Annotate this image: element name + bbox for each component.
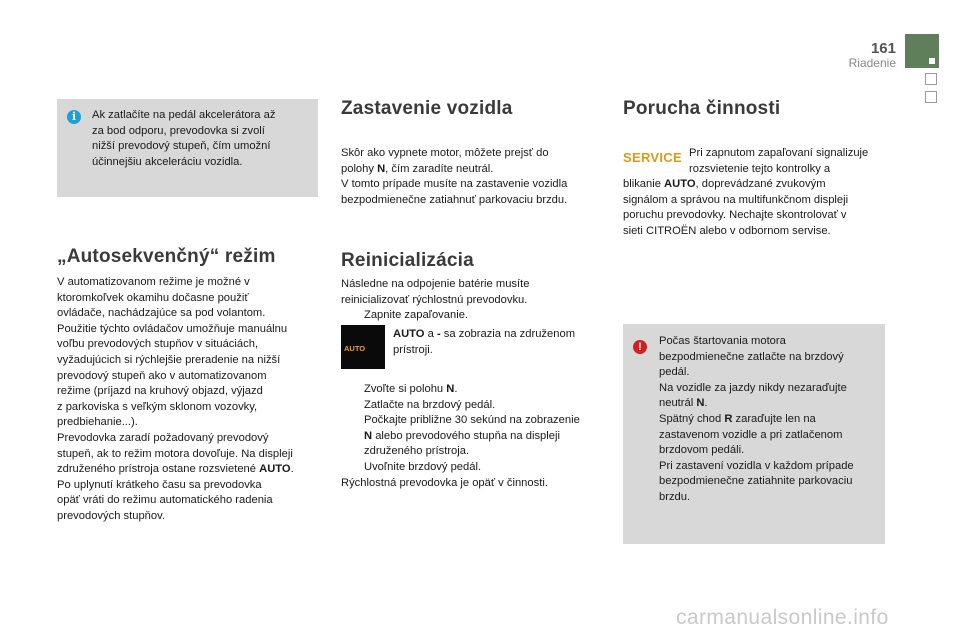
text-span: . bbox=[290, 463, 294, 476]
text-line bbox=[659, 412, 881, 428]
text-line: Použitie týchto ovládačov umožňuje manuálnu bbox=[57, 322, 288, 335]
display-auto-text: AUTO bbox=[344, 344, 366, 353]
text-line: brzdovom pedáli. bbox=[659, 444, 745, 457]
text-line: bezpodmienečne zatiahnite parkovaciu bbox=[659, 475, 853, 488]
text-line: brzdu. bbox=[659, 490, 691, 503]
bold-text: AUTO bbox=[664, 178, 696, 190]
text-span: Zatlačte na brzdový pedál. bbox=[364, 398, 496, 411]
text-line bbox=[57, 462, 322, 478]
tab-marker-icon bbox=[929, 58, 935, 64]
stop-text bbox=[341, 146, 606, 208]
text-line bbox=[623, 177, 893, 193]
text-line bbox=[393, 327, 603, 343]
bold-text: - bbox=[436, 328, 441, 340]
bold-text: N bbox=[696, 397, 705, 410]
bold-text: R bbox=[724, 412, 733, 425]
text-line: režime (príjazd na kruhový objazd, výjazd bbox=[57, 385, 263, 398]
text-line: Prevodovka zaradí požadovaný prevodový bbox=[57, 431, 269, 444]
text-line: účinnejšiu akceleráciu vozidla. bbox=[92, 155, 243, 168]
text-line: Pri zapnutom zapaľovaní signalizuje bbox=[689, 147, 869, 159]
warning-icon: ! bbox=[633, 340, 647, 354]
list-item bbox=[341, 382, 606, 398]
text-line: poruchu prevodovky. Nechajte skontrolovať v bbox=[623, 209, 847, 222]
text-line: bezpodmienečne zatiahnuť parkovaciu brzdu. bbox=[341, 193, 568, 206]
text-line: opäť vráti do režimu automatického radenia bbox=[57, 494, 273, 507]
bold-text: AUTO bbox=[393, 328, 425, 340]
bold-text: N bbox=[364, 429, 373, 442]
text-line: Skôr ako vypnete motor, môžete prejsť do bbox=[341, 147, 549, 159]
text-span: . bbox=[454, 383, 458, 395]
text-line: Rýchlostná prevodovka je opäť v činnosti. bbox=[341, 476, 548, 489]
text-span: Zvoľte si polohu bbox=[364, 383, 447, 395]
info-icon: i bbox=[67, 110, 81, 124]
text-line: Pri zastavení vozidla v každom prípade bbox=[659, 459, 854, 472]
watermark: carmanualsonline.info bbox=[676, 606, 889, 629]
text-span: blikanie bbox=[623, 178, 665, 190]
text-line: Následne na odpojenie batérie musíte bbox=[341, 278, 530, 290]
bold-text: N bbox=[377, 162, 386, 175]
text-span: Počkajte približne 30 sekúnd na zobrazenie bbox=[364, 414, 580, 427]
reinit-intro bbox=[341, 277, 606, 324]
text-line bbox=[659, 396, 881, 412]
text-line: bezpodmienečne zatlačte na brzdový bbox=[659, 350, 844, 363]
bold-text: AUTO bbox=[259, 463, 291, 476]
text-line: prevodový stupeň ako v automatizovanom bbox=[57, 369, 267, 382]
text-line: ktoromkoľvek okamihu dočasne použiť bbox=[57, 291, 249, 304]
section-heading-fault: Porucha činnosti bbox=[623, 98, 781, 119]
text-line bbox=[341, 162, 606, 178]
text-span: alebo prevodového stupňa na displeji bbox=[372, 429, 560, 442]
text-line: nižší prevodový stupeň, čím umožní bbox=[92, 140, 271, 153]
autoseq-text bbox=[57, 275, 322, 525]
bold-text: N bbox=[446, 383, 455, 395]
text-line: reinicializovať rýchlostnú prevodovku. bbox=[341, 293, 528, 306]
list-item bbox=[341, 460, 606, 476]
chapter-tab[interactable] bbox=[925, 73, 937, 85]
text-span: a bbox=[424, 328, 437, 340]
text-span: sa zobrazia na združenom bbox=[440, 328, 576, 340]
text-span: združeného prístroja. bbox=[364, 445, 470, 458]
service-warning-icon: SERVICE bbox=[623, 150, 682, 165]
page-number: 161 bbox=[870, 40, 896, 57]
fault-text bbox=[623, 177, 893, 239]
text-line: voľbu prevodových stupňov v situáciách, bbox=[57, 338, 259, 351]
text-span: , doprevádzané zvukovým bbox=[695, 178, 826, 190]
bullet-list bbox=[341, 382, 606, 476]
auto-display-image bbox=[341, 325, 385, 369]
text-line: stupeň, ak to režim motora dovoľuje. Na displeji bbox=[57, 447, 293, 460]
text-span: združeného prístroja ostane rozsvietené bbox=[57, 463, 260, 476]
text-line: rozsvietenie tejto kontrolky a bbox=[689, 162, 831, 175]
text-line: prevodových stupňov. bbox=[57, 509, 166, 522]
list-item bbox=[341, 413, 606, 460]
text-line: Na vozidle za jazdy nikdy nezaraďujte bbox=[659, 381, 847, 394]
chapter-tab[interactable] bbox=[925, 91, 937, 103]
section-heading-autoseq: „Autosekvenčný“ režim bbox=[57, 246, 276, 267]
text-line: z parkoviska s veľkým sklonom vozovky, bbox=[57, 400, 258, 413]
text-line: predbiehanie...). bbox=[57, 416, 138, 429]
warning-box-text bbox=[659, 334, 881, 506]
section-heading-reinit: Reinicializácia bbox=[341, 250, 474, 271]
text-span: neutrál bbox=[659, 397, 697, 410]
text-line: vyžadujúcich si rýchlejšie preradenie na nižší bbox=[57, 353, 281, 366]
text-span: Uvoľnite brzdový pedál. bbox=[364, 460, 482, 473]
list-item bbox=[341, 398, 606, 414]
reinit-steps bbox=[341, 382, 606, 491]
text-line: prístroji. bbox=[393, 343, 433, 356]
text-line: Počas štartovania motora bbox=[659, 335, 786, 347]
text-span: zaraďujte len na bbox=[732, 412, 816, 425]
bullet-list bbox=[341, 308, 606, 324]
text-span: . bbox=[704, 397, 708, 410]
section-heading-stop: Zastavenie vozidla bbox=[341, 98, 513, 119]
fault-text-top bbox=[689, 146, 899, 177]
text-line: V tomto prípade musíte na zastavenie vozidla bbox=[341, 178, 568, 191]
text-span: polohy bbox=[341, 162, 378, 175]
text-line: zastavenom vozidle a pri zatlačenom bbox=[659, 428, 843, 441]
text-line: ovládače, nachádzajúce sa pod volantom. bbox=[57, 307, 266, 320]
text-line: Ak zatlačíte na pedál akcelerátora až bbox=[92, 109, 276, 121]
text-line: sieti CITROËN alebo v odbornom servise. bbox=[623, 224, 831, 237]
text-line: V automatizovanom režime je možné v bbox=[57, 276, 250, 288]
text-line: za bod odporu, prevodovka si zvolí bbox=[92, 124, 265, 137]
chapter-tab-active[interactable] bbox=[905, 34, 939, 68]
info-box-text bbox=[92, 108, 314, 170]
text-span: , čím zaradíte neutrál. bbox=[385, 162, 494, 175]
text-span: Zapnite zapaľovanie. bbox=[364, 309, 469, 322]
text-line: pedál. bbox=[659, 366, 690, 379]
text-line: Po uplynutí krátkeho času sa prevodovka bbox=[57, 478, 262, 491]
text-line: signálom a správou na multifunkčnom displeji bbox=[623, 193, 849, 206]
text-span: Spätný chod bbox=[659, 412, 725, 425]
list-item bbox=[341, 308, 606, 324]
auto-display-text bbox=[393, 327, 603, 358]
section-title: Riadenie bbox=[848, 56, 896, 70]
